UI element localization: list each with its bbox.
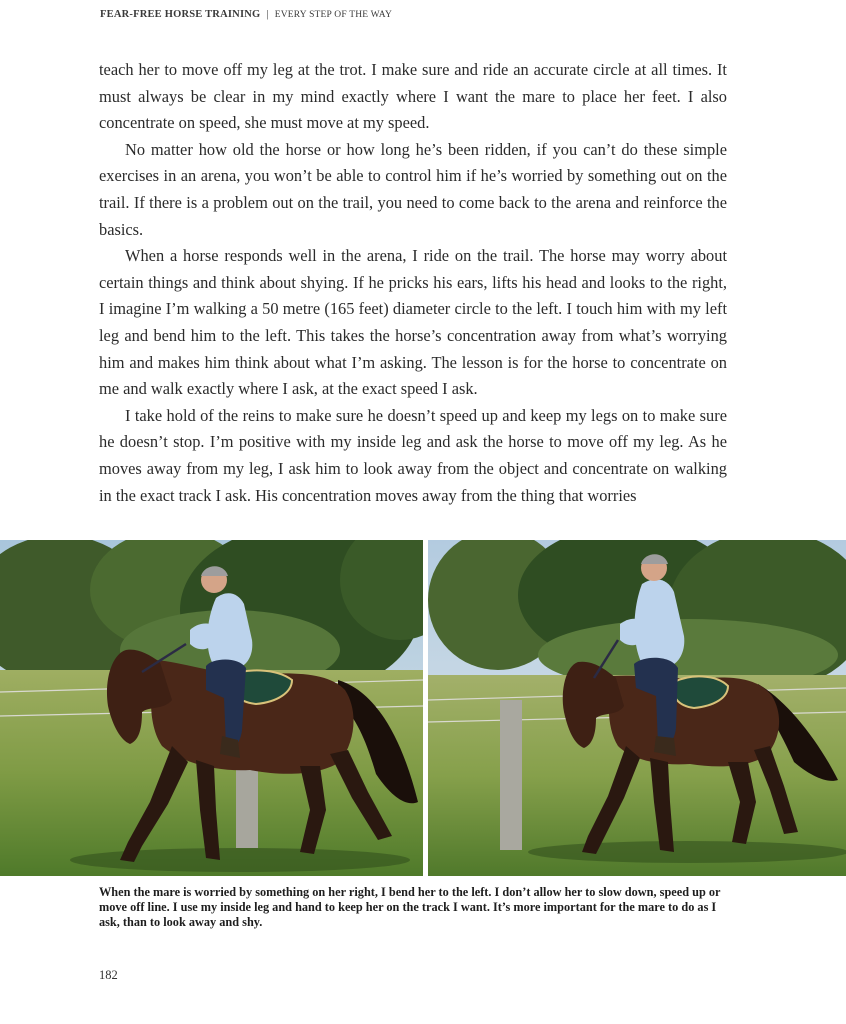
figure-caption: When the mare is worried by something on her right, I bend her to the left. I don’t allow her to slow down, speed up or move off line. I use my inside leg and hand to keep her on the track I want. It’s more important for the mare to do as I ask, than to look away and shy.: [99, 885, 721, 930]
paragraph: I take hold of the reins to make sure he doesn’t speed up and keep my legs on to make sure he doesn’t stop. I’m positive with my inside leg and ask the horse to move off my leg. As he moves away from my leg, I ask him to look away from the object and concentrate on walking in the exact track I ask. His concentration moves away from the thing that worries: [99, 405, 727, 505]
photo-horse-left: [0, 540, 423, 876]
running-head: [100, 9, 392, 20]
photo-horse-right: [428, 540, 846, 876]
paragraph: teach her to move off my leg at the trot. I make sure and ride an accurate circle at all times. It must always be clear in my mind exactly where I want the mare to place her feet. I also concentrate on speed, she must move at my speed.: [99, 60, 727, 133]
book-title: FEAR-FREE HORSE TRAINING: [100, 9, 261, 20]
header-separator: |: [266, 9, 269, 20]
paragraph: No matter how old the horse or how long he’s been ridden, if you can’t do these simple exercises in an arena, you won’t be able to control him if he’s worried by something out on the trail. If there is a problem out on the trail, you need to come back to the arena and reinforce the basics.: [99, 139, 727, 239]
photo-horse-left-illustration: [0, 540, 423, 876]
photo-horse-right-illustration: [428, 540, 846, 876]
page-number: 182: [99, 968, 118, 982]
paragraph: When a horse responds well in the arena, I ride on the trail. The horse may worry about certain things and think about shying. If he pricks his ears, lifts his head and looks to the right, I imagine I’m walking a 50 metre (165 feet) diameter circle to the left. I touch him with my left leg and bend him to the left. This takes the horse’s concentration away from what’s worrying him and makes him think about what I’m asking. The lesson is for the horse to concentrate on me and walk exactly where I ask, at the exact speed I ask.: [99, 246, 727, 399]
chapter-title: EVERY STEP OF THE WAY: [274, 10, 393, 20]
body-text: [99, 57, 727, 509]
